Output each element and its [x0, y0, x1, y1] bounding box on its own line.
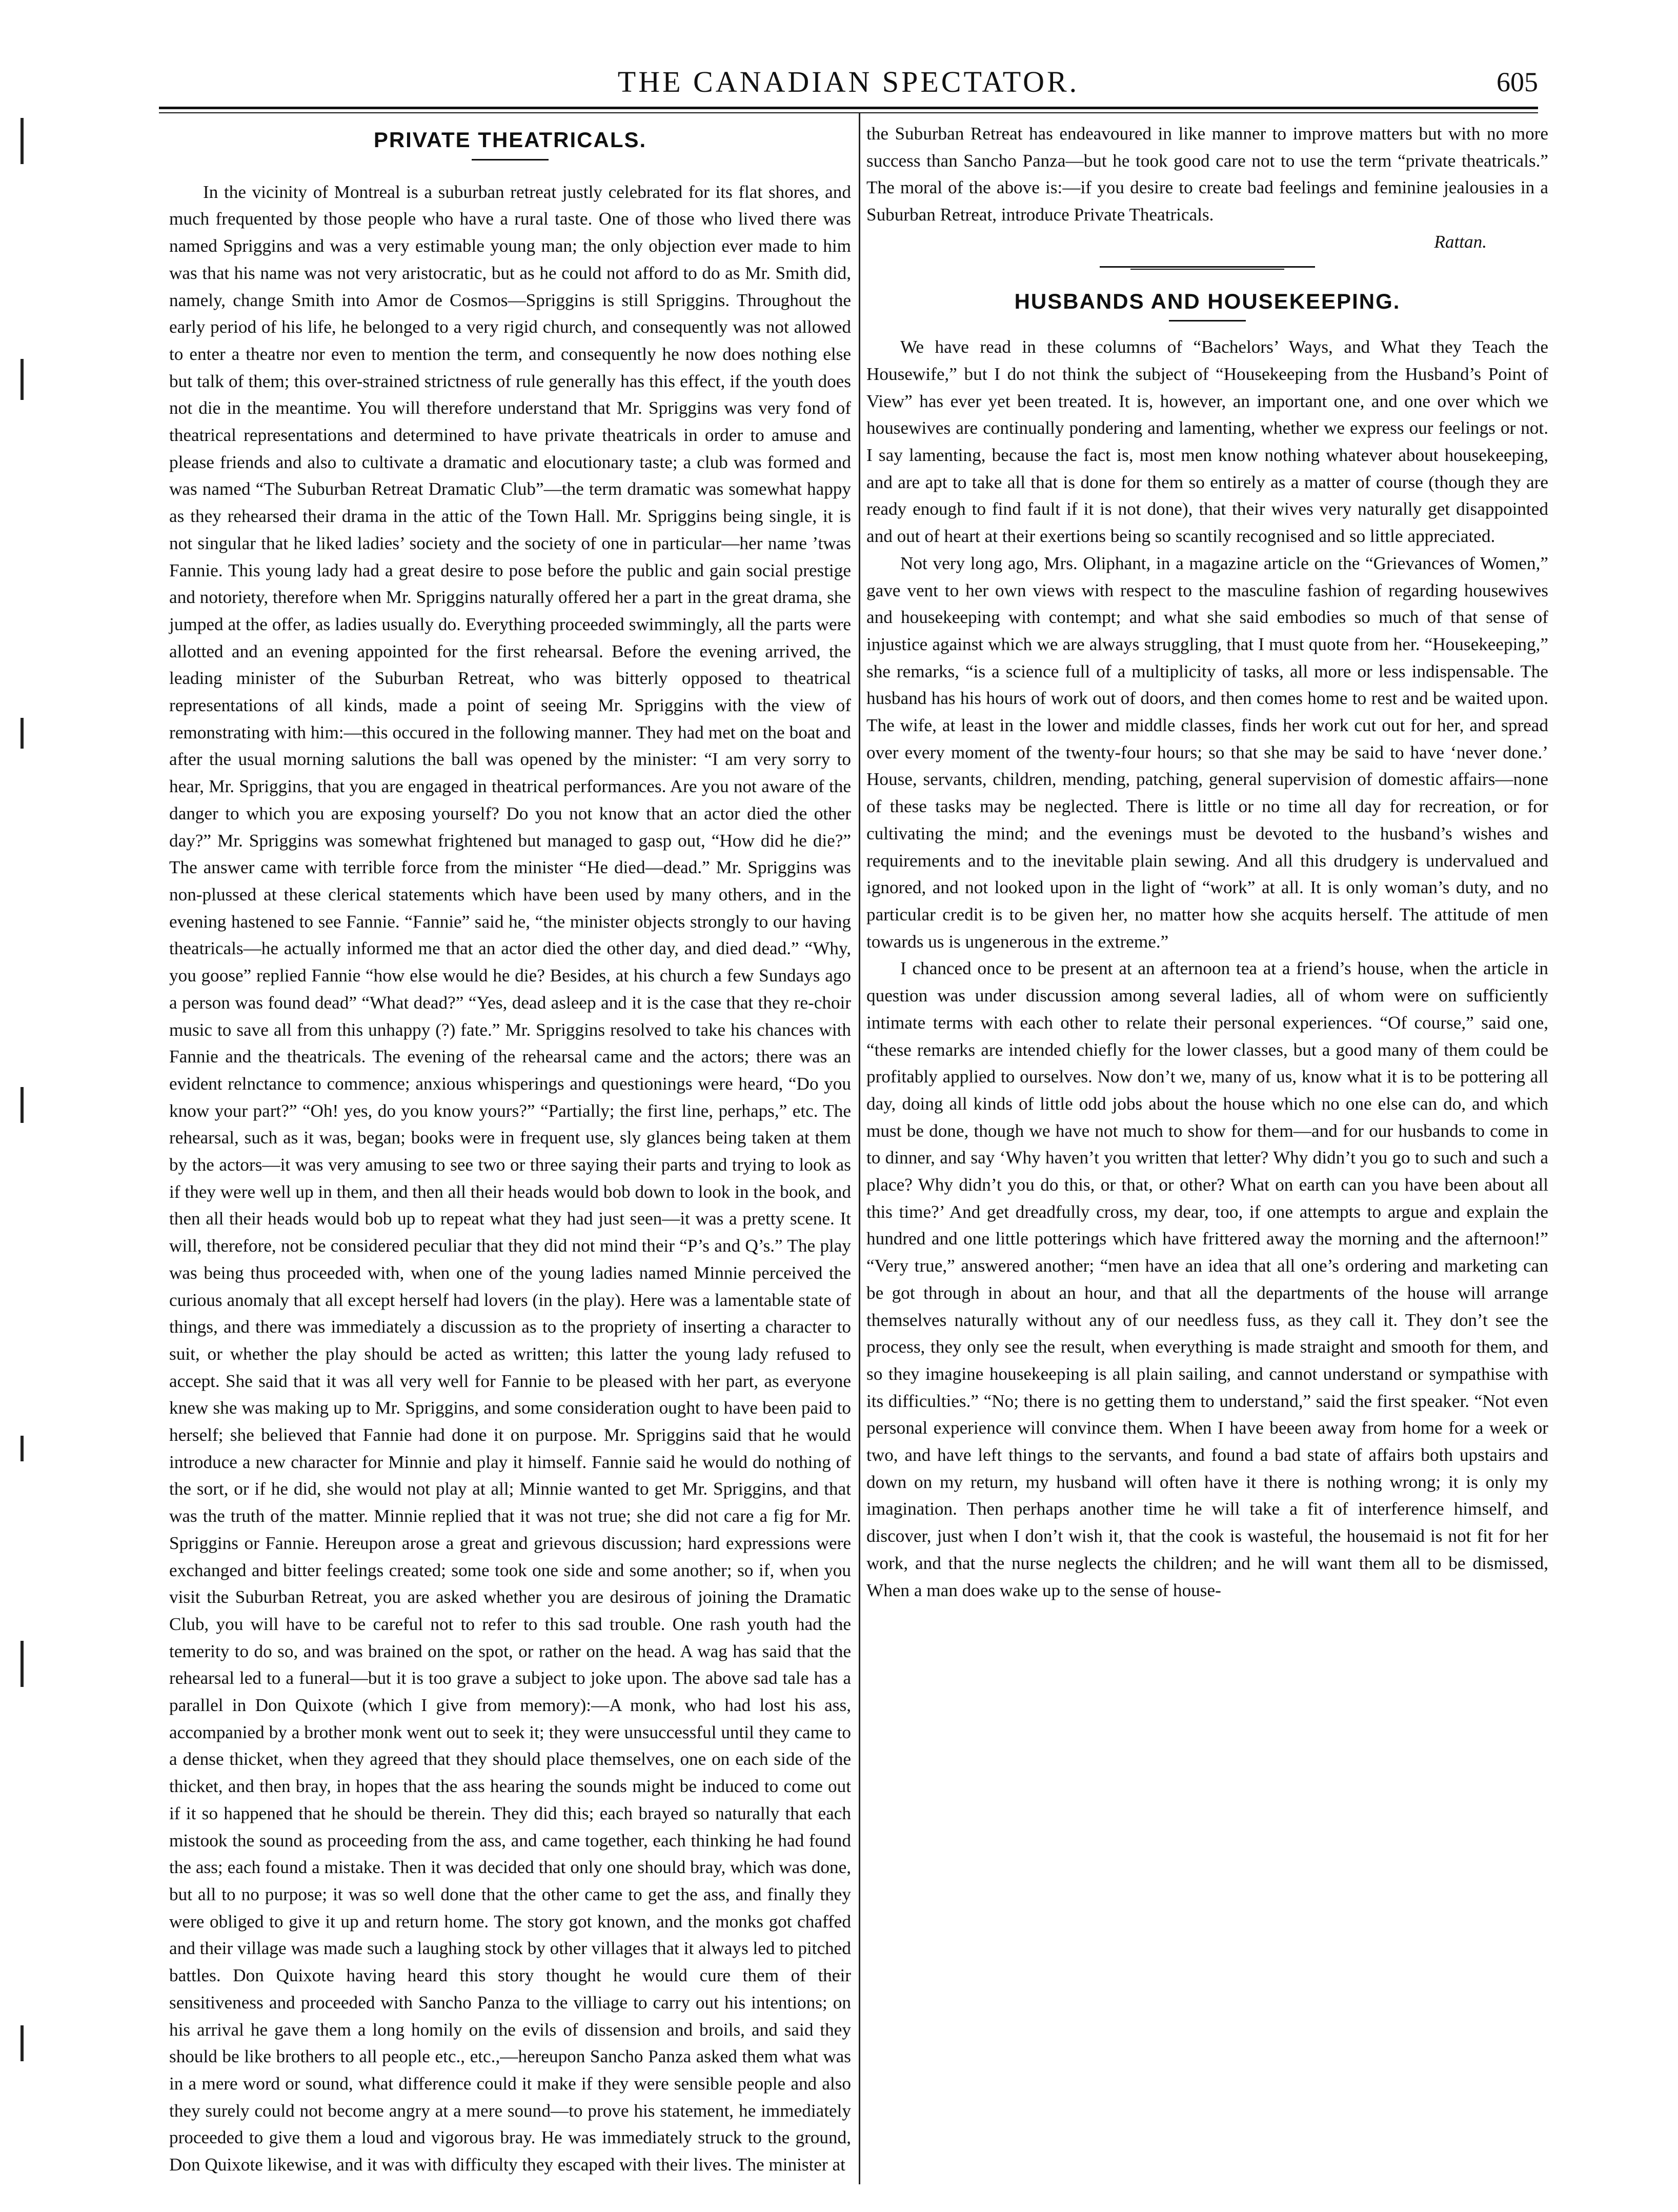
margin-mark — [21, 118, 24, 164]
margin-mark — [21, 1641, 24, 1687]
page-number: 605 — [1497, 67, 1538, 97]
margin-marks — [21, 0, 41, 2212]
article-continuation: the Suburban Retreat has endeavoured in like manner to improve matters but with no more success than Sancho Panza—but he took good care not to use the term “private theatricals.” The moral of the above is:—if you desire to create bad feelings and feminine jealousies in a Suburban Retreat, introduce Private Theatricals. — [866, 124, 1548, 225]
column-divider — [859, 113, 860, 2184]
margin-mark — [21, 1436, 24, 1461]
article-paragraph: In the vicinity of Montreal is a suburban retreat justly celebrated for its flat shores, and much frequented by those people who have a rural taste. One of those who lived there was named Spriggins and was a very estimable young man; the only objection ever made to him was that his name was not very aristocratic, but as he could not afford to do as Mr. Smith did, namely, change Smith into Amor de Cosmos—Spriggins is still Spriggins. Throughout the early period of his life, he belonged to a very rigid church, and consequently was not allowed to enter a theatre nor even to mention the term, and consequently he now does nothing else but talk of them; this over-strained strictness of rule generally has this effect, if the youth does not die in the meantime. You will therefore understand that Mr. Spriggins was very fond of theatrical representations and determined to have private theatricals in order to amuse and please friends and also to cultivate a dramatic and elocutionary taste; a club was formed and was named “The Suburban Retreat Dramatic Club”—the term dramatic was somewhat happy as they rehearsed their drama in the attic of the Town Hall. Mr. Spriggins being single, it is not singular that he liked ladies’ society and the society of one in particular—her name ’twas Fannie. This young lady had a great desire to pose before the public and gain social prestige and notoriety, therefore when Mr. Spriggins naturally offered her a part in the great drama, she jumped at the offer, as ladies usually do. Everything proceeded swimmingly, all the parts were allotted and an evening appointed for the first rehearsal. Before the evening arrived, the leading minister of the Suburban Retreat, who was bitterly opposed to theatrical representations of all kinds, made a point of seeing Mr. Spriggins with the view of remonstrating with him:—this occured in the following manner. They had met on the boat and after the usual morning salutions the ball was opened by the minister: “I am very sorry to hear, Mr. Spriggins, that you are engaged in theatrical performances. Are you not aware of the danger to which you are exposing yourself? Do you not know that an actor died the other day?” Mr. Spriggins was somewhat frightened but managed to gasp out, “How did he die?” The answer came with terrible force from the minister “He died—dead.” Mr. Spriggins was non-plussed at these clerical statements which have been used by many others, and in the evening hastened to see Fannie. “Fannie” said he, “the minister objects strongly to our having theatricals—he actually informed me that an actor died the other day, and died dead.” “Why, you goose” replied Fannie “how else would he die? Besides, at his church a few Sundays ago a person was found dead” “What dead?” “Yes, dead asleep and it is the case that they re-choir music to save all from this unhappy (?) fate.” Mr. Spriggins resolved to take his chances with Fannie and the theatricals. The evening of the rehearsal came and the actors; there was an evident relnctance to commence; anxious whisperings and questionings were heard, “Do you know your part?” “Oh! yes, do you know yours?” “Partially; the first line, perhaps,” etc. The rehearsal, such as it was, began; books were in frequent use, sly glances being taken at them by the actors—it was very amusing to see two or three saying their parts and trying to look as if they were well up in them, and then all their heads would bob down to look in the book, and then all their heads would bob up to repeat what they had just seen—it was a pretty scene. It will, therefore, not be considered peculiar that they did not mind their “P’s and Q’s.” The play was being thus proceeded with, when one of the young ladies named Minnie perceived the curious anomaly that all except herself had lovers (in the play). Here was a lamentable state of things, and there was immediately a discussion as to the propriety of inserting a character to suit, or whether the play should be acted as written; this latter the young lady refused to accept. She said that it was all very well for Fannie to be pleased with her part, as everyone knew she was making up to Mr. Spriggins, and some consideration ought to have been paid to herself; she believed that Fannie had done it on purpose. Mr. Spriggins said that he would introduce a new character for Minnie and play it himself. Fannie said he would do nothing of the sort, or if he did, she would not play at all; Minnie wanted to get Mr. Spriggins, and that was the truth of the matter. Minnie replied that it was not true; she did not care a fig for Mr. Spriggins or Fannie. Hereupon arose a great and grievous discussion; hard expressions were exchanged and bitter feelings created; some took one side and some another; so if, when you visit the Suburban Retreat, you are asked whether you are desirous of joining the Dramatic Club, you will have to be careful not to refer to this sad trouble. One rash youth had the temerity to do so, and was brained on the spot, or rather on the head. A wag has said that the rehearsal led to a funeral—but it is too grave a subject to joke upon. The above sad tale has a parallel in Don Quixote (which I give from memory):—A monk, who had lost his ass, accompanied by a brother monk went out to seek it; they were unsuccessful until they came to a dense thicket, when they agreed that they should place themselves, one on each side of the thicket, and then bray, in hopes that the ass hearing the sounds might be induced to come out if it so happened that he should be therein. They did this; each brayed so naturally that each mistook the sound as proceeding from the ass, and came together, each thinking he had found the ass; each found a mistake. Then it was decided that only one should bray, which was done, but all to no purpose; it was so well done that the other came to get the ass, and finally they were obliged to give it up and return home. The story got known, and the monks got chaffed and their village was made such a laughing stock by other villages that it always led to pitched battles. Don Quixote having heard this story thought he would cure them of their sensitiveness and proceeded with Sancho Panza to the villiage to carry out his intentions; on his arrival he gave them a long homily on the evils of dissension and broils, and said they should be like brothers to all people etc., etc.,—hereupon Sancho Panza asked them what was in a mere word or sound, what difference could it make if they were sensible people and also they surely could not become angry at a mere sound—to prove his statement, he immediately proceeded to give them a loud and vigorous bray. He was immediately struck to the ground, Don Quixote likewise, and it was with difficulty they escaped with their lives. The minister at — [169, 182, 851, 2175]
article-private-theatricals — [169, 120, 851, 2179]
article-paragraph: I chanced once to be present at an afternoon tea at a friend’s house, when the article in question was under discussion among several ladies, all of whom were on sufficiently intimate terms with each other to relate their personal experiences. “Of course,” said one, “these remarks are intended chiefly for the lower classes, but a good many of them could be profitably applied to ourselves. Now don’t we, many of us, know what it is to be pottering all day, doing all kinds of little odd jobs about the house which no one else can do, and which must be done, though we have not much to show for them—and for our husbands to come in to dinner, and say ‘Why haven’t you written that letter? Why didn’t you go to such and such a place? Why didn’t you do this, or that, or other? What on earth can you have been about all this time?’ And get dreadfully cross, my dear, too, if one attempts to argue and explain the hundred and one little potterings which have frittered away the morning and the afternoon!” “Very true,” answered another; “men have an idea that all one’s ordering and marketing can be got through in about an hour, and that all the departments of the house will arrange themselves naturally without any of our needless fuss, as they call it. They don’t see the process, they only see the result, when everything is made straight and smooth for them, and so they imagine housekeeping is all plain sailing, and cannot understand or sympathise with its difficulties.” “No; there is no getting them to understand,” said the first speaker. “Not even personal experience will convince them. When I have beeen away from home for a week or two, and have left things to the servants, and found a bad state of affairs both upstairs and down on my return, my husband will often have it there is nothing wrong; it is only my imagination. Then perhaps another time he will take a fit of interference himself, and discover, just when I don’t wish it, that the cook is wasteful, the housemaid is not fit for her work, and that the nurse neglects the children; and he will want them all to be dismissed, When a man does wake up to the sense of house- — [866, 958, 1548, 1600]
signature: Rattan. — [1434, 231, 1487, 252]
margin-mark — [21, 718, 24, 749]
article-title: PRIVATE THEATRICALS. — [373, 128, 647, 152]
title-rule — [1169, 320, 1246, 321]
header-rule — [159, 107, 1538, 113]
margin-mark — [21, 359, 24, 400]
article-paragraph: Not very long ago, Mrs. Oliphant, in a magazine article on the “Grievances of Women,” gave vent to her own views with respect to the masculine fashion of regarding housewives and housekeeping with contempt; and what she said embodies so much of that sense of injustice against which we are always struggling, that I must quote from her. “Housekeeping,” she remarks, “is a science full of a multiplicity of tasks, all more or less indispensable. The husband has his hours of work out of doors, and then comes home to rest and be waited upon. The wife, at least in the lower and middle classes, finds her work cut out for her, and spread over every moment of the twenty-four hours; so that she may be said to have ‘never done.’ House, servants, children, mending, patching, general supervision of domestic affairs—none of these tasks may be neglected. There is little or no time all day for recreation, or for cultivating the mind; and the evenings must be devoted to the husband’s wishes and requirements and to the inevitable plain sewing. And all this drudgery is undervalued and ignored, and not looked upon in the light of “work” at all. It is only woman’s duty, and no particular credit is to be given her, no matter how she acquits herself. The attitude of men towards us is ungenerous in the extreme.” — [866, 553, 1548, 952]
page-header — [159, 62, 1538, 103]
right-column — [866, 120, 1548, 1604]
article-paragraph: We have read in these columns of “Bachelors’ Ways, and What they Teach the Housewife,” but I do not think the subject of “Housekeeping from the Husband’s Point of View” has ever yet been treated. It is, however, an important one, and one over which we housewives are continually pondering and lamenting, whether we express our feelings or not. I say lamenting, because the fact is, most men know nothing whatever about housekeeping, and are apt to take all that is done for them so entirely as a matter of course (though they are ready enough to find fault if it is not done), that their wives very naturally get disappointed and out of heart at their exertions being so scantily recognised and so little appreciated. — [866, 337, 1548, 547]
title-rule — [472, 159, 549, 160]
masthead: THE CANADIAN SPECTATOR. — [617, 65, 1080, 98]
margin-mark — [21, 2025, 24, 2061]
article-separator — [1100, 266, 1315, 268]
article-title: HUSBANDS AND HOUSEKEEPING. — [1014, 289, 1401, 313]
margin-mark — [21, 1087, 24, 1123]
